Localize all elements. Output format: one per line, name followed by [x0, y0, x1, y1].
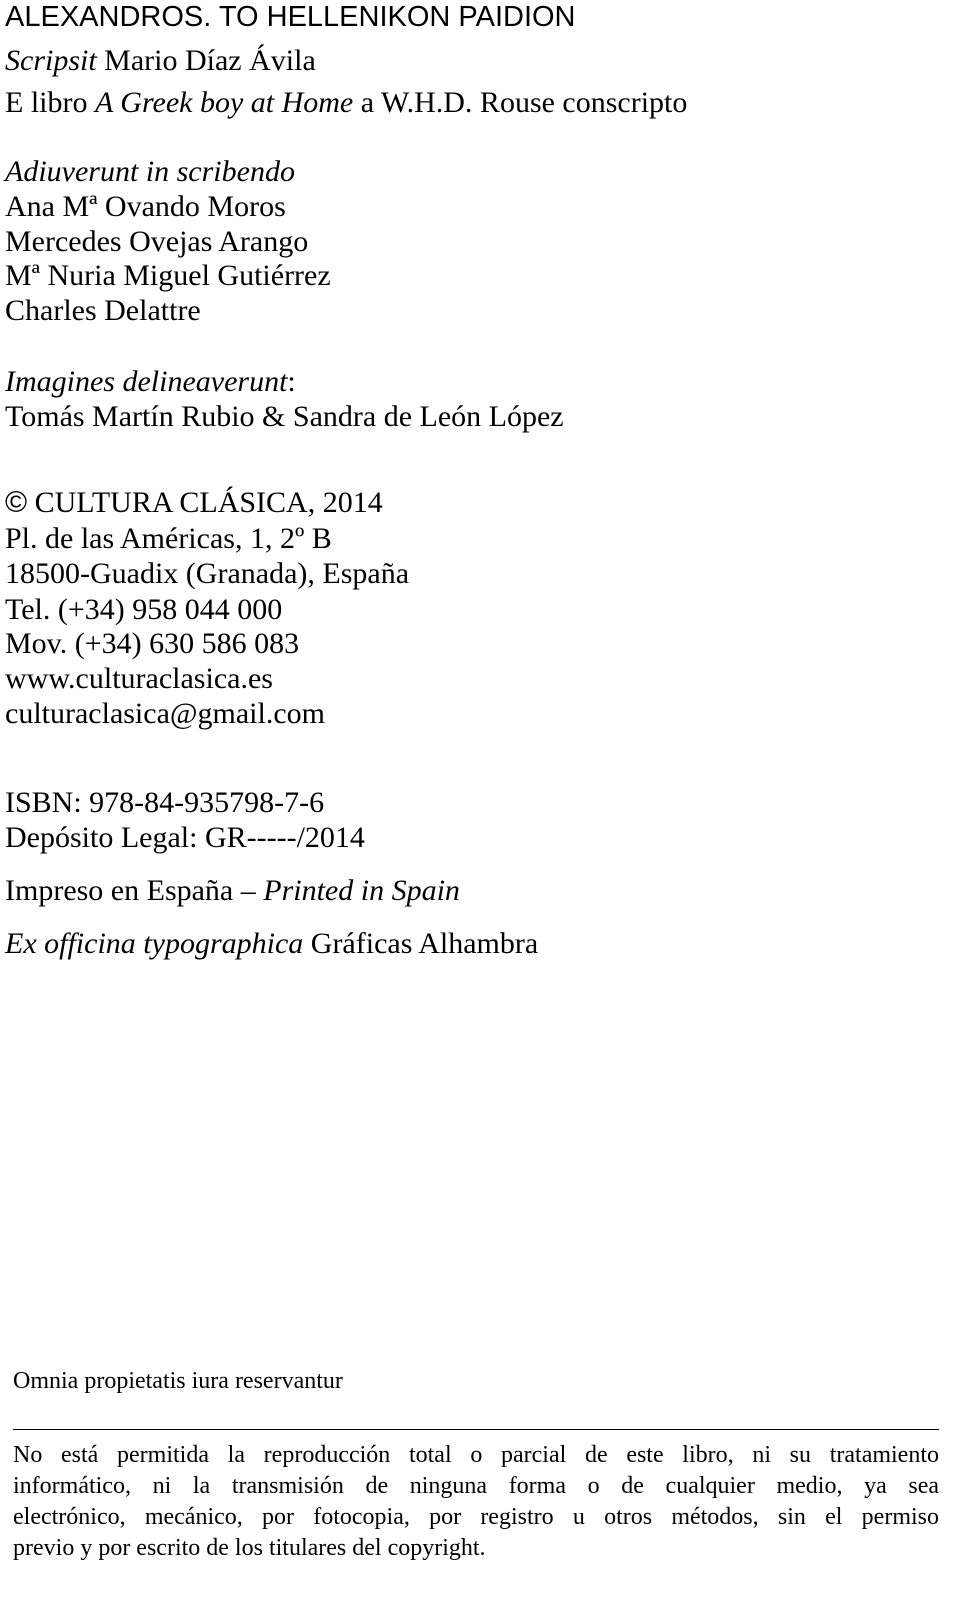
- legal-deposit: Depósito Legal: GR-----/2014: [5, 821, 365, 854]
- author-name: Mario Díaz Ávila: [96, 44, 316, 77]
- book-title: ALEXANDROS. TO HELLENIKON PAIDION: [5, 1, 576, 33]
- illustrators-heading-text: Imagines delineaverunt: [5, 365, 288, 398]
- illustrators-heading: [5, 365, 296, 399]
- rights-divider: [13, 1429, 939, 1430]
- source-suffix: a W.H.D. Rouse conscripto: [353, 86, 688, 119]
- publisher-website: www.culturaclasica.es: [5, 662, 273, 695]
- author-line: [5, 44, 316, 78]
- publisher-city: 18500-Guadix (Granada), España: [5, 557, 410, 590]
- source-prefix: E libro: [5, 86, 95, 119]
- illustrators-heading-colon: :: [287, 365, 296, 398]
- source-line: [5, 86, 687, 120]
- source-book-title: A Greek boy at Home: [95, 86, 354, 119]
- publisher-name: CULTURA CLÁSICA, 2014: [27, 486, 383, 519]
- printed-es: Impreso en España –: [5, 874, 264, 907]
- copyright-icon: ©: [5, 486, 28, 519]
- legal-line: electrónico, mecánico, por fotocopia, por registro u otros métodos, sin el permiso: [13, 1504, 939, 1530]
- publisher-phone: Tel. (+34) 958 044 000: [5, 593, 283, 626]
- contributor-name: Mª Nuria Miguel Gutiérrez: [5, 259, 331, 292]
- contributor-name: Mercedes Ovejas Arango: [5, 225, 309, 258]
- publisher-address: Pl. de las Américas, 1, 2º B: [5, 522, 332, 555]
- publisher-email: culturaclasica@gmail.com: [5, 697, 325, 730]
- rights-reserved-note: Omnia propietatis iura reservantur: [13, 1368, 343, 1394]
- officina-label: Ex officina typographica: [5, 927, 304, 960]
- legal-notice: [13, 1440, 939, 1564]
- printer-name: Gráficas Alhambra: [303, 927, 539, 960]
- publisher-mobile: Mov. (+34) 630 586 083: [5, 627, 300, 660]
- printed-line: [5, 874, 460, 908]
- scripsit-label: Scripsit: [5, 44, 97, 77]
- legal-line: No está permitida la reproducción total o parcial de este libro, ni su tratamiento: [13, 1442, 939, 1468]
- contributors-heading: Adiuverunt in scribendo: [5, 155, 295, 188]
- publisher-line: [5, 486, 383, 520]
- illustrator-names: Tomás Martín Rubio & Sandra de León López: [5, 400, 564, 433]
- printer-line: [5, 927, 538, 961]
- contributor-name: Ana Mª Ovando Moros: [5, 190, 286, 223]
- contributor-name: Charles Delattre: [5, 294, 201, 327]
- legal-line: previo y por escrito de los titulares del copyright.: [13, 1535, 486, 1561]
- legal-line: informático, ni la transmisión de ninguna forma o de cualquier medio, ya sea: [13, 1473, 939, 1499]
- isbn: ISBN: 978-84-935798-7-6: [5, 786, 325, 819]
- printed-en: Printed in Spain: [263, 874, 460, 907]
